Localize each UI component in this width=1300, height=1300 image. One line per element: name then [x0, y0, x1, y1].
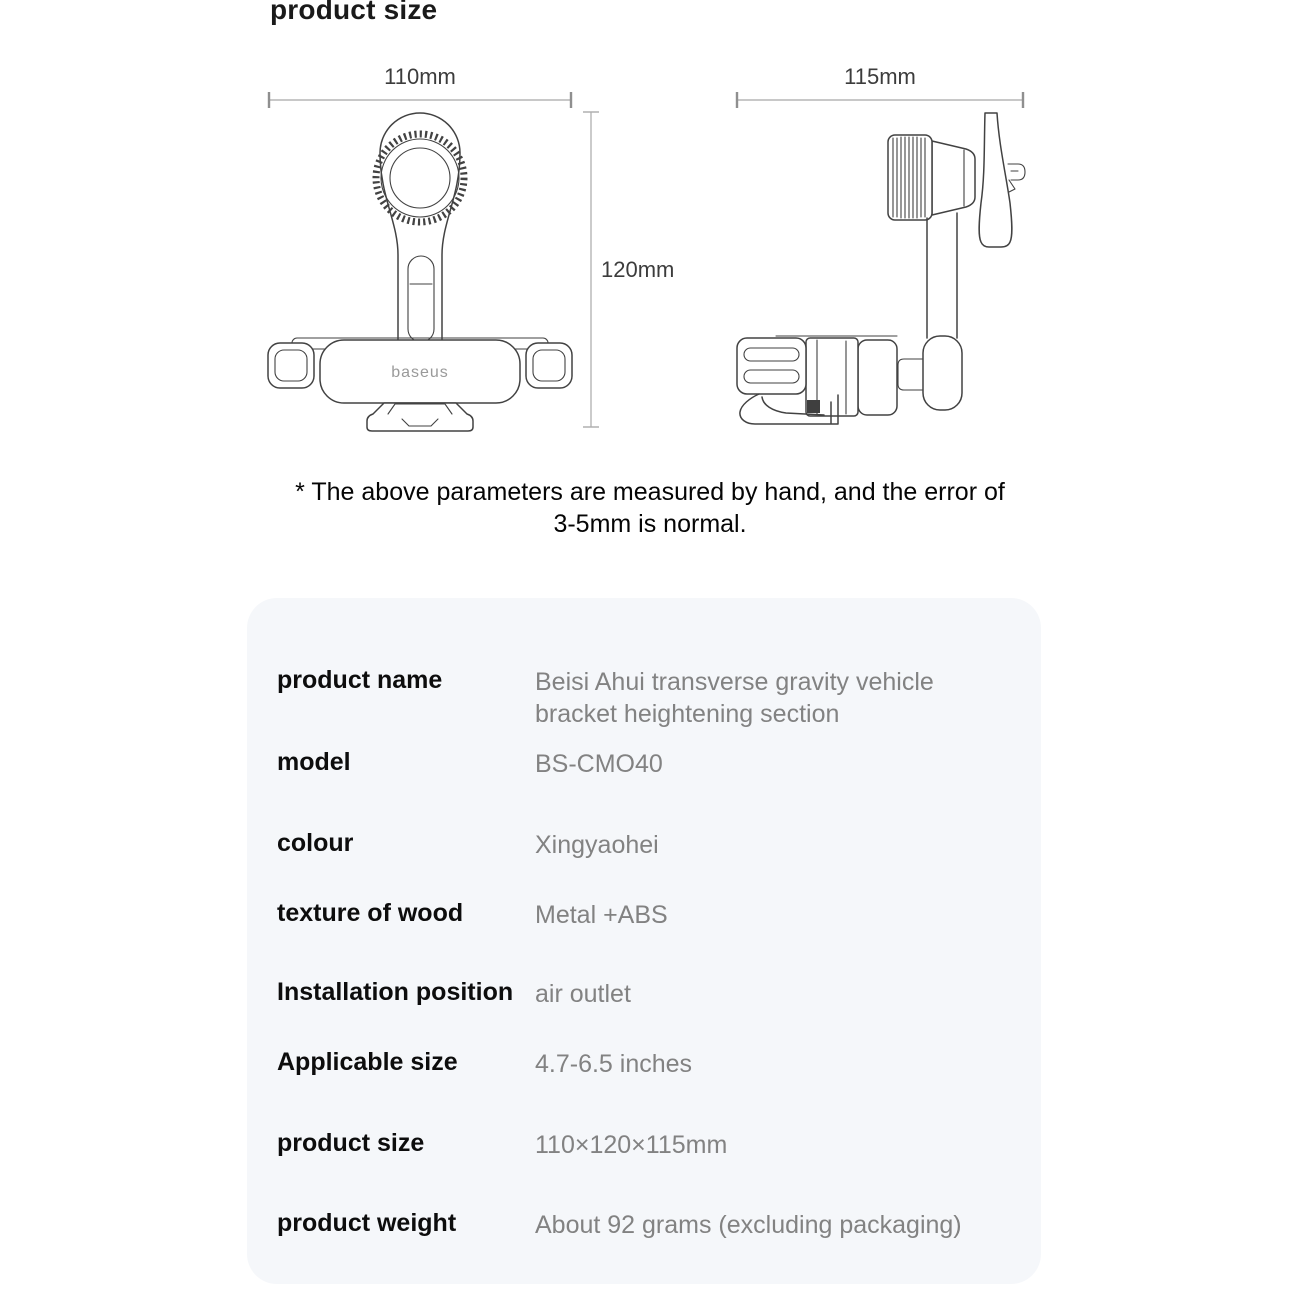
front-width-dimension: 110mm [384, 64, 456, 89]
spec-value: Xingyaohei [535, 831, 659, 859]
measurement-note [100, 476, 1200, 540]
side-width-dimension: 115mm [844, 64, 916, 89]
baseus-logo: baseus [391, 364, 449, 381]
front-foot [367, 403, 473, 431]
spec-value: BS-CMO40 [535, 750, 663, 778]
side-view-drawing [737, 113, 1025, 424]
front-height-dimension: 120mm [601, 257, 675, 282]
measurement-note-line1: * The above parameters are measured by hand, and the error of [295, 478, 1005, 506]
spec-label: product weight [277, 1209, 457, 1237]
spec-label: model [277, 748, 351, 776]
side-vent-clip [1008, 164, 1025, 192]
spec-label: colour [277, 829, 354, 857]
spec-value: Metal +ABS [535, 901, 668, 929]
side-hub [932, 141, 975, 215]
gear-ring-outer [381, 139, 459, 217]
side-arm [927, 213, 957, 338]
spec-panel [247, 598, 1041, 1284]
front-view-drawing [268, 113, 572, 431]
side-vent-disc [979, 113, 1012, 247]
spec-label: product size [277, 1129, 425, 1157]
front-arm-slot [408, 256, 434, 342]
spec-label: product name [277, 666, 443, 694]
side-latch-detail [807, 400, 820, 413]
spec-value: air outlet [535, 980, 631, 1008]
spec-label: texture of wood [277, 899, 464, 927]
spec-value: Beisi Ahui transverse gravity vehicle bracket heightening section [535, 668, 934, 728]
side-connector [898, 359, 923, 390]
spec-value: About 92 grams (excluding packaging) [535, 1211, 962, 1239]
page-title: product size [270, 0, 438, 25]
side-grip-block [737, 338, 806, 394]
gear-ring-inner [390, 148, 450, 208]
side-block-round [858, 340, 897, 415]
measurement-note-line2: 3-5mm is normal. [553, 510, 747, 538]
product-diagrams [0, 0, 1300, 470]
spec-label: Installation position [277, 978, 514, 1006]
spec-label: Applicable size [277, 1048, 458, 1076]
side-arm-capsule [923, 336, 962, 410]
spec-value: 4.7-6.5 inches [535, 1050, 693, 1078]
spec-value: 110×120×115mm [535, 1131, 728, 1159]
